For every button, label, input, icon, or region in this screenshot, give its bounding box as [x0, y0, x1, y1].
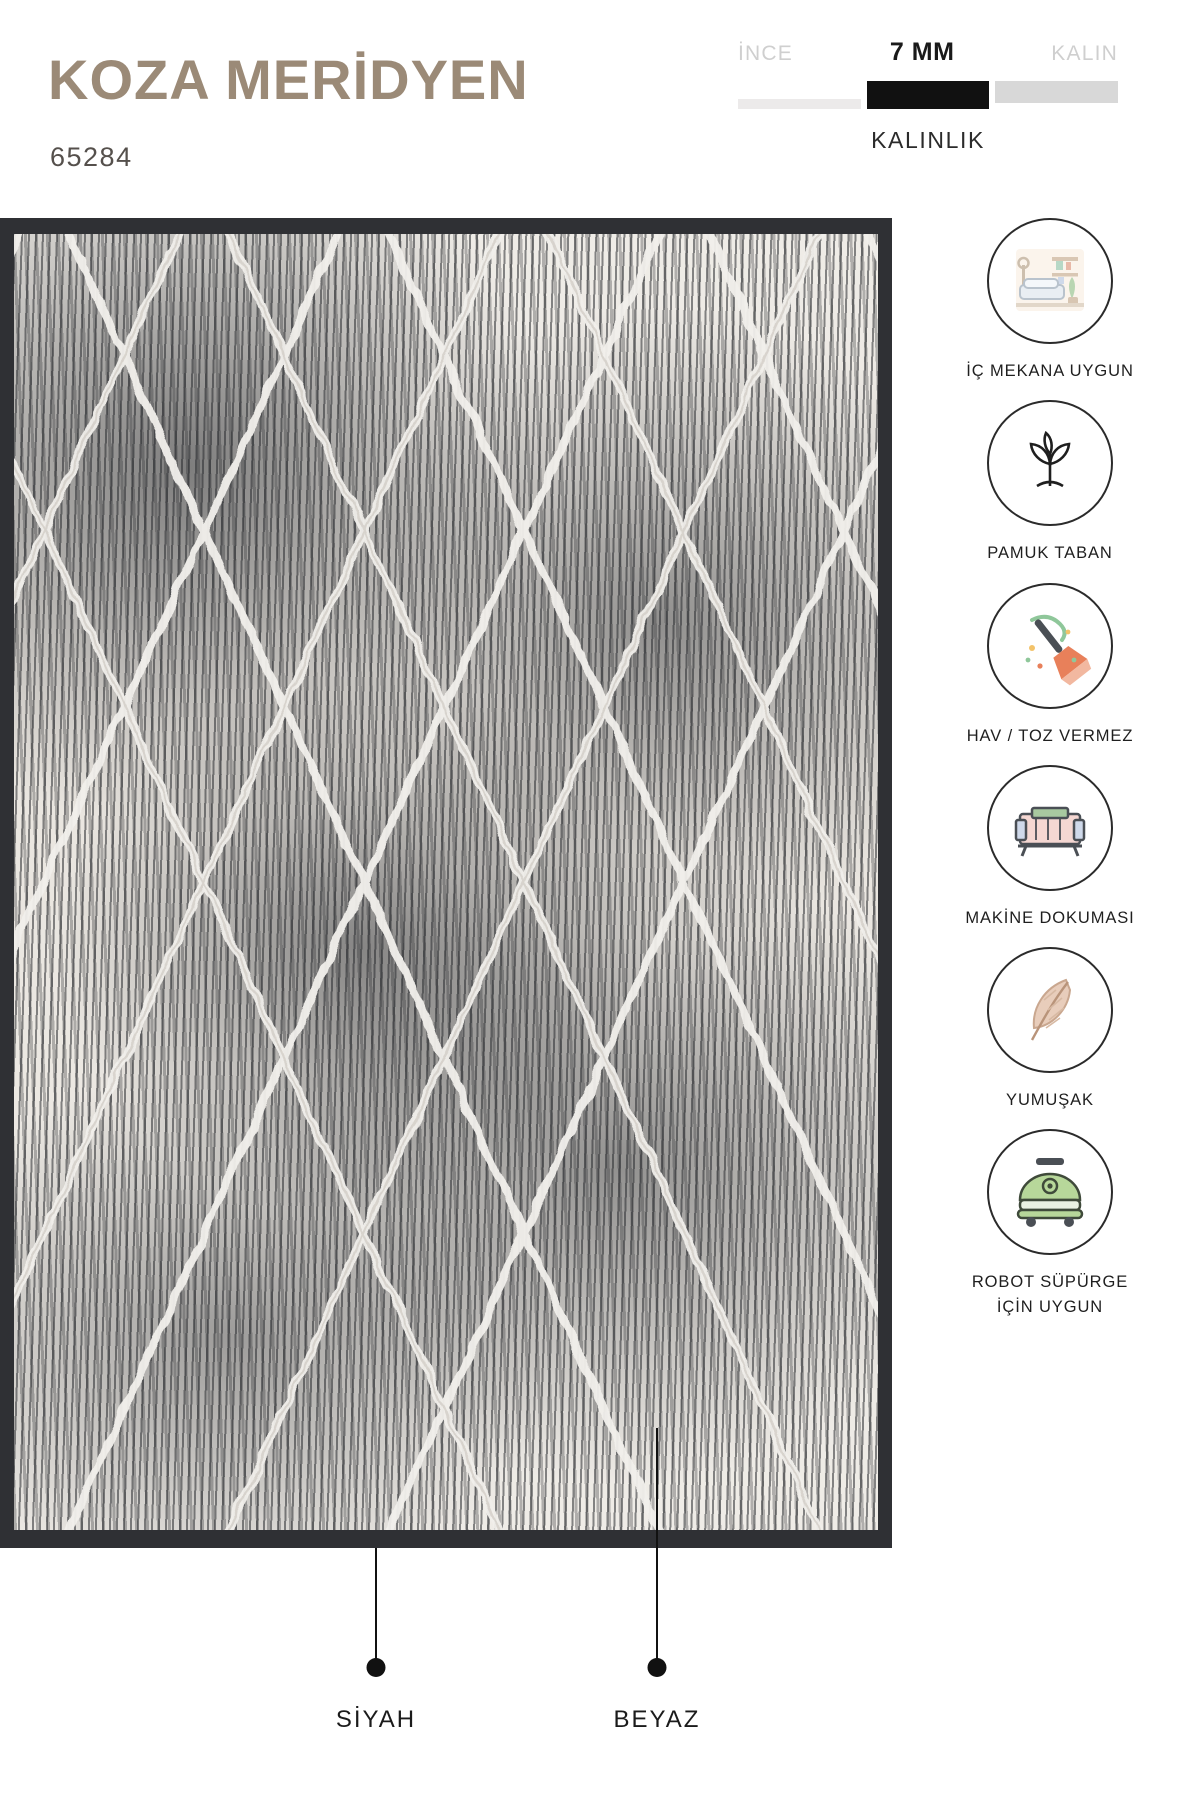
thickness-meter — [738, 38, 1118, 154]
thickness-option-thin: İNCE — [738, 42, 793, 65]
feature-cotton-base — [900, 400, 1200, 564]
feature-label-line1: ROBOT SÜPÜRGE — [971, 1273, 1129, 1292]
feature-robot-vacuum — [900, 1129, 1200, 1318]
callout-label-beyaz: BEYAZ — [613, 1706, 701, 1733]
callout-group — [0, 1548, 892, 1800]
rug-texture — [14, 234, 878, 1530]
thickness-option-selected: 7 MM — [889, 38, 955, 66]
header — [0, 0, 1200, 205]
feather-icon — [987, 947, 1113, 1073]
feature-indoor — [900, 218, 1200, 382]
broom-icon-svg — [1002, 598, 1098, 694]
feature-soft — [900, 947, 1200, 1111]
feature-label: YUMUŞAK — [1006, 1091, 1094, 1110]
thickness-bar-thin — [738, 99, 861, 109]
living-room-icon — [987, 218, 1113, 344]
thickness-option-thick: KALIN — [1051, 42, 1118, 65]
feature-label: MAKİNE DOKUMASI — [965, 908, 1135, 927]
feature-list — [900, 218, 1200, 1336]
feature-label: PAMUK TABAN — [987, 544, 1113, 563]
living-room-icon-svg — [1002, 233, 1098, 329]
weaving-machine-icon-svg — [1002, 780, 1098, 876]
callout-leader-line-beyaz — [656, 1428, 658, 1664]
thickness-bar-thick — [995, 81, 1118, 103]
robot-vacuum-icon — [987, 1129, 1113, 1255]
callout-label-siyah: SİYAH — [335, 1706, 417, 1733]
feature-no-shedding — [900, 583, 1200, 747]
thickness-labels — [738, 38, 1118, 67]
callout-dot-beyaz — [648, 1658, 667, 1677]
feature-label: İÇ MEKANA UYGUN — [966, 362, 1134, 380]
page-title: KOZA MERİDYEN — [48, 48, 529, 111]
thickness-bars — [738, 81, 1118, 109]
rug-lattice-pattern — [14, 234, 878, 1530]
callout-dot-siyah — [367, 1658, 386, 1677]
callout-leader-line-siyah — [375, 1548, 377, 1664]
thickness-caption: KALINLIK — [871, 127, 985, 153]
feather-icon-svg — [1004, 964, 1096, 1056]
cotton-plant-icon — [987, 400, 1113, 526]
robot-vacuum-icon-svg — [1000, 1142, 1100, 1242]
product-image — [0, 218, 892, 1548]
weaving-machine-icon — [987, 765, 1113, 891]
product-code: 65284 — [50, 142, 133, 172]
broom-icon — [987, 583, 1113, 709]
cotton-plant-icon-svg — [1007, 420, 1093, 506]
feature-label: HAV / TOZ VERMEZ — [966, 726, 1134, 745]
feature-label-line2: İÇİN UYGUN — [996, 1297, 1104, 1316]
thickness-bar-selected — [867, 81, 990, 109]
feature-machine-woven — [900, 765, 1200, 929]
